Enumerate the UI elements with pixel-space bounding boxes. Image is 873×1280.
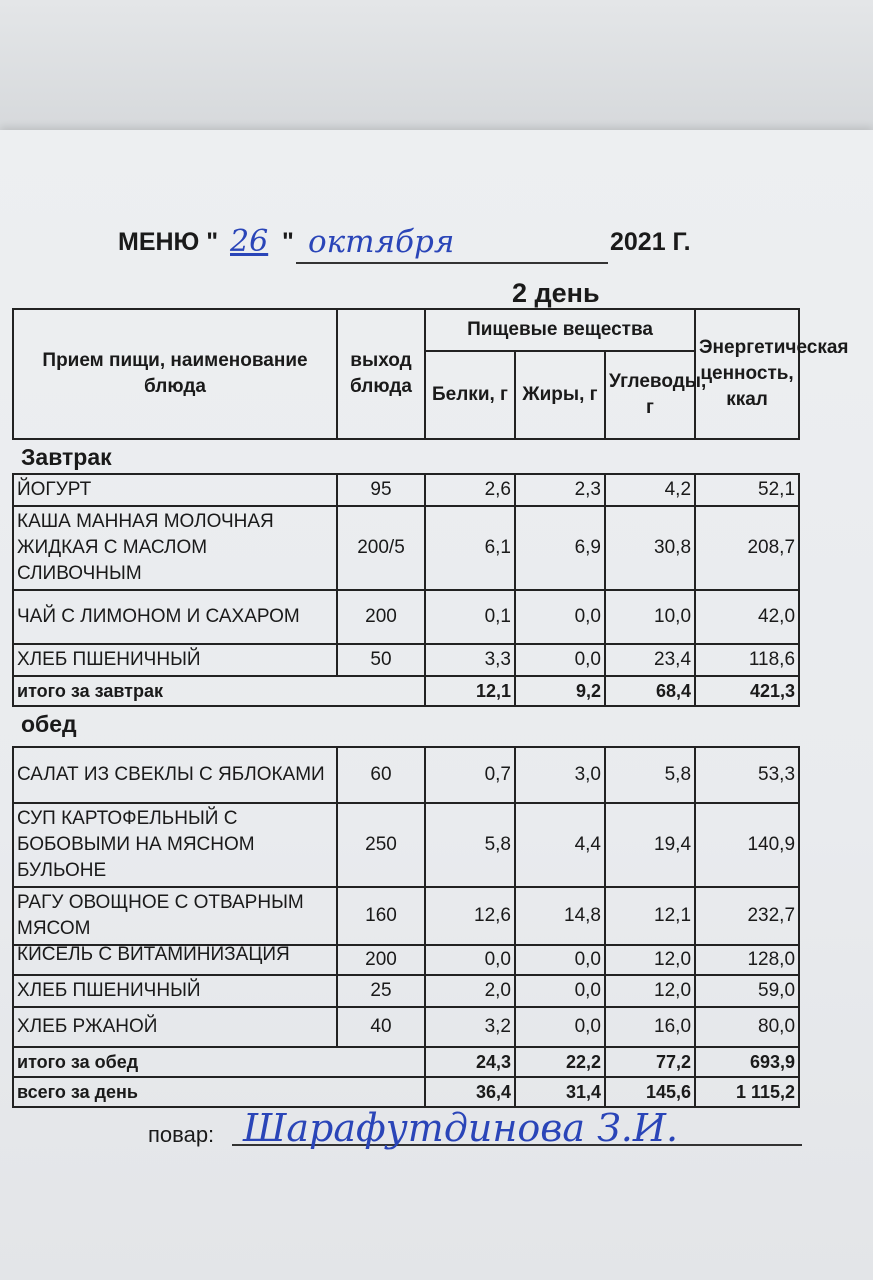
dish-carbs: 30,8	[605, 506, 695, 590]
dish-output: 200	[337, 590, 425, 644]
dish-energy: 232,7	[695, 887, 799, 945]
col-meal-header: Прием пищи, наименование блюда	[13, 309, 337, 439]
dish-fat: 0,0	[515, 975, 605, 1007]
total-energy: 693,9	[695, 1047, 799, 1077]
dish-energy: 52,1	[695, 474, 799, 506]
section-breakfast	[13, 439, 799, 474]
dish-fat: 6,9	[515, 506, 605, 590]
total-carbs: 68,4	[605, 676, 695, 706]
table-row	[13, 506, 799, 590]
table-row	[13, 1007, 799, 1047]
menu-month: октября	[308, 224, 455, 260]
dish-output: 60	[337, 747, 425, 803]
total-protein: 24,3	[425, 1047, 515, 1077]
dish-protein: 2,0	[425, 975, 515, 1007]
dish-output: 200	[337, 945, 425, 975]
col-carbs-header: Углеводы, г	[605, 351, 695, 439]
dish-name: РАГУ ОВОЩНОЕ С ОТВАРНЫМ МЯСОМ	[13, 887, 337, 945]
dish-energy: 59,0	[695, 975, 799, 1007]
dish-fat: 0,0	[515, 1007, 605, 1047]
dish-protein: 0,0	[425, 945, 515, 975]
dish-carbs: 12,0	[605, 945, 695, 975]
table-header-row	[13, 309, 799, 351]
dish-name-cell	[13, 945, 337, 975]
table-row	[13, 975, 799, 1007]
dish-carbs: 19,4	[605, 803, 695, 887]
dish-protein: 2,6	[425, 474, 515, 506]
dish-protein: 0,7	[425, 747, 515, 803]
dish-carbs: 4,2	[605, 474, 695, 506]
cook-name: Шарафутдинова З.И.	[243, 1106, 679, 1150]
total-fat: 9,2	[515, 676, 605, 706]
total-carbs: 77,2	[605, 1047, 695, 1077]
dish-fat: 0,0	[515, 644, 605, 676]
menu-year: 2021 Г.	[610, 228, 691, 256]
dish-energy: 128,0	[695, 945, 799, 975]
total-label: итого за завтрак	[13, 676, 425, 706]
dish-carbs: 5,8	[605, 747, 695, 803]
dish-energy: 80,0	[695, 1007, 799, 1047]
total-protein: 36,4	[425, 1077, 515, 1107]
dish-energy: 53,3	[695, 747, 799, 803]
dish-name: СУП КАРТОФЕЛЬНЫЙ С БОБОВЫМИ НА МЯСНОМ БУЛЬОНЕ	[13, 803, 337, 887]
day-total-row	[13, 1077, 799, 1107]
dish-name: КИСЕЛЬ С ВИТАМИНИЗАЦИЯ	[17, 943, 290, 965]
breakfast-total-row	[13, 676, 799, 706]
dish-output: 200/5	[337, 506, 425, 590]
dish-name: ХЛЕБ ПШЕНИЧНЫЙ	[13, 975, 337, 1007]
menu-table	[12, 308, 849, 1108]
col-fat-header: Жиры, г	[515, 351, 605, 439]
dish-protein: 3,2	[425, 1007, 515, 1047]
table-row	[13, 803, 799, 887]
total-label: итого за обед	[13, 1047, 425, 1077]
dish-carbs: 10,0	[605, 590, 695, 644]
dish-protein: 0,1	[425, 590, 515, 644]
dish-carbs: 12,1	[605, 887, 695, 945]
lunch-total-row	[13, 1047, 799, 1077]
dish-energy: 42,0	[695, 590, 799, 644]
dish-protein: 6,1	[425, 506, 515, 590]
dish-name: САЛАТ ИЗ СВЕКЛЫ С ЯБЛОКАМИ	[13, 747, 337, 803]
col-protein-header: Белки, г	[425, 351, 515, 439]
dish-name: КАША МАННАЯ МОЛОЧНАЯ ЖИДКАЯ С МАСЛОМ СЛИВОЧНЫМ	[13, 506, 337, 590]
dish-fat: 4,4	[515, 803, 605, 887]
menu-quote-close: "	[282, 228, 294, 256]
table-row	[13, 747, 799, 803]
section-lunch	[13, 706, 799, 747]
day-title: 2 день	[512, 278, 600, 308]
menu-header	[118, 224, 718, 268]
total-fat: 22,2	[515, 1047, 605, 1077]
table-row	[13, 887, 799, 945]
dish-protein: 5,8	[425, 803, 515, 887]
month-underline	[296, 262, 608, 264]
table-row	[13, 474, 799, 506]
total-label: всего за день	[13, 1077, 425, 1107]
total-protein: 12,1	[425, 676, 515, 706]
col-energy-header: Энергетическая ценность, ккал	[695, 309, 799, 439]
dish-output: 95	[337, 474, 425, 506]
dish-fat: 0,0	[515, 945, 605, 975]
total-energy: 421,3	[695, 676, 799, 706]
table-row	[13, 590, 799, 644]
dish-carbs: 23,4	[605, 644, 695, 676]
dish-carbs: 12,0	[605, 975, 695, 1007]
dish-energy: 118,6	[695, 644, 799, 676]
cook-label: повар:	[148, 1122, 215, 1147]
dish-output: 50	[337, 644, 425, 676]
dish-protein: 12,6	[425, 887, 515, 945]
dish-carbs: 16,0	[605, 1007, 695, 1047]
table-row	[13, 945, 799, 975]
menu-label: МЕНЮ "	[118, 228, 219, 256]
cook-signature-block	[148, 1106, 848, 1172]
dish-name: ЧАЙ С ЛИМОНОМ И САХАРОМ	[13, 590, 337, 644]
dish-output: 40	[337, 1007, 425, 1047]
section-title: обед	[21, 711, 77, 737]
section-title: Завтрак	[21, 444, 112, 470]
total-fat: 31,4	[515, 1077, 605, 1107]
dish-fat: 14,8	[515, 887, 605, 945]
dish-energy: 208,7	[695, 506, 799, 590]
table-row	[13, 644, 799, 676]
dish-output: 25	[337, 975, 425, 1007]
dish-output: 160	[337, 887, 425, 945]
dish-fat: 3,0	[515, 747, 605, 803]
dish-protein: 3,3	[425, 644, 515, 676]
dish-energy: 140,9	[695, 803, 799, 887]
total-carbs: 145,6	[605, 1077, 695, 1107]
dish-name: ХЛЕБ РЖАНОЙ	[13, 1007, 337, 1047]
dish-fat: 0,0	[515, 590, 605, 644]
dish-output: 250	[337, 803, 425, 887]
dish-fat: 2,3	[515, 474, 605, 506]
col-nutrients-header: Пищевые вещества	[425, 309, 695, 351]
dish-name: ХЛЕБ ПШЕНИЧНЫЙ	[13, 644, 337, 676]
dish-name: ЙОГУРТ	[13, 474, 337, 506]
total-energy: 1 115,2	[695, 1077, 799, 1107]
menu-day-number: 26	[230, 224, 269, 259]
col-output-header: выход блюда	[337, 309, 425, 439]
